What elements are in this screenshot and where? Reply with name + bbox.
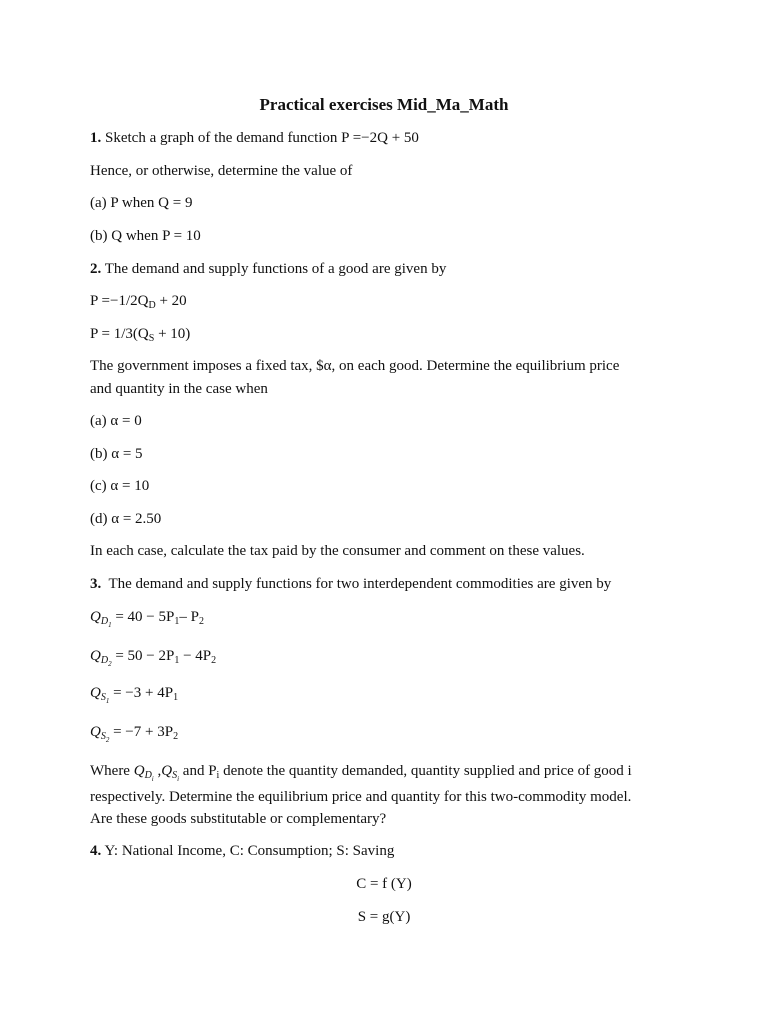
q2-government-line2: and quantity in the case when <box>90 381 268 397</box>
q3-number: 3. <box>90 576 102 592</box>
q2-supply-equation: $P = 1/3(Q_S + 10)$ <box>90 326 191 344</box>
q1-statement <box>90 127 419 149</box>
q3-question-line: Are these goods substitutable or complementary? <box>90 811 387 827</box>
q4-text: Y: National Income, C: Consumption; S: Saving <box>104 843 395 859</box>
q2-part-c: (c) α = 10 <box>90 478 150 494</box>
q1-part-a: (a) P when Q = 9 <box>90 195 193 211</box>
q3-equation-supply-1: $Q_{S_1} = -3 + 4P_1$ <box>90 685 179 705</box>
q3-equation-supply-2: $Q_{S_2} = -7 + 3P_2$ <box>90 724 179 744</box>
q1-number: 1. <box>90 130 102 146</box>
q3-statement <box>90 573 611 595</box>
q2-statement <box>90 258 446 280</box>
q4-saving-equation: S = g(Y) <box>357 909 411 925</box>
q1-part-b: (b) Q when P = 10 <box>90 228 201 244</box>
q2-part-a: (a) α = 0 <box>90 413 142 429</box>
q2-part-b: (b) α = 5 <box>90 446 143 462</box>
q3-equation-demand-2: $Q_{D_2} = 50 - 2P_1 - 4P_2$ <box>90 648 217 668</box>
q4-number: 4. <box>90 843 102 859</box>
q2-part-d: (d) α = 2.50 <box>90 511 162 527</box>
q1-text: Sketch a graph of the demand function P =−2Q + 50 <box>105 130 419 146</box>
q3-where-line: Where $Q_{D_i}$ $,Q_{S_i}$ and $P_i$ denote the quantity demanded, quantity supplied and price of good i <box>90 763 632 783</box>
q1-hence: Hence, or otherwise, determine the value of <box>90 163 353 179</box>
q3-respectively-line: respectively. Determine the equilibrium price and quantity for this two-commodity model. <box>90 789 632 805</box>
q2-number: 2. <box>90 261 102 277</box>
q2-each-case: In each case, calculate the tax paid by the consumer and comment on these values. <box>90 543 585 559</box>
q2-text: The demand and supply functions of a good are given by <box>104 261 447 277</box>
q2-demand-equation: $P =-1/2Q_D + 20$ <box>90 293 187 311</box>
q4-consumption-equation: C = f (Y) <box>356 876 412 892</box>
q4-statement <box>90 840 394 862</box>
q3-equation-demand-1: $Q_{D_1} = 40 - 5P_1-$ $P_2$ <box>90 609 204 629</box>
page-title: Practical exercises Mid_Ma_Math <box>259 95 509 114</box>
q3-text: The demand and supply functions for two interdependent commodities are given by <box>108 576 612 592</box>
q2-government-line1: The government imposes a fixed tax, $α, on each good. Determine the equilibrium price <box>90 358 620 374</box>
